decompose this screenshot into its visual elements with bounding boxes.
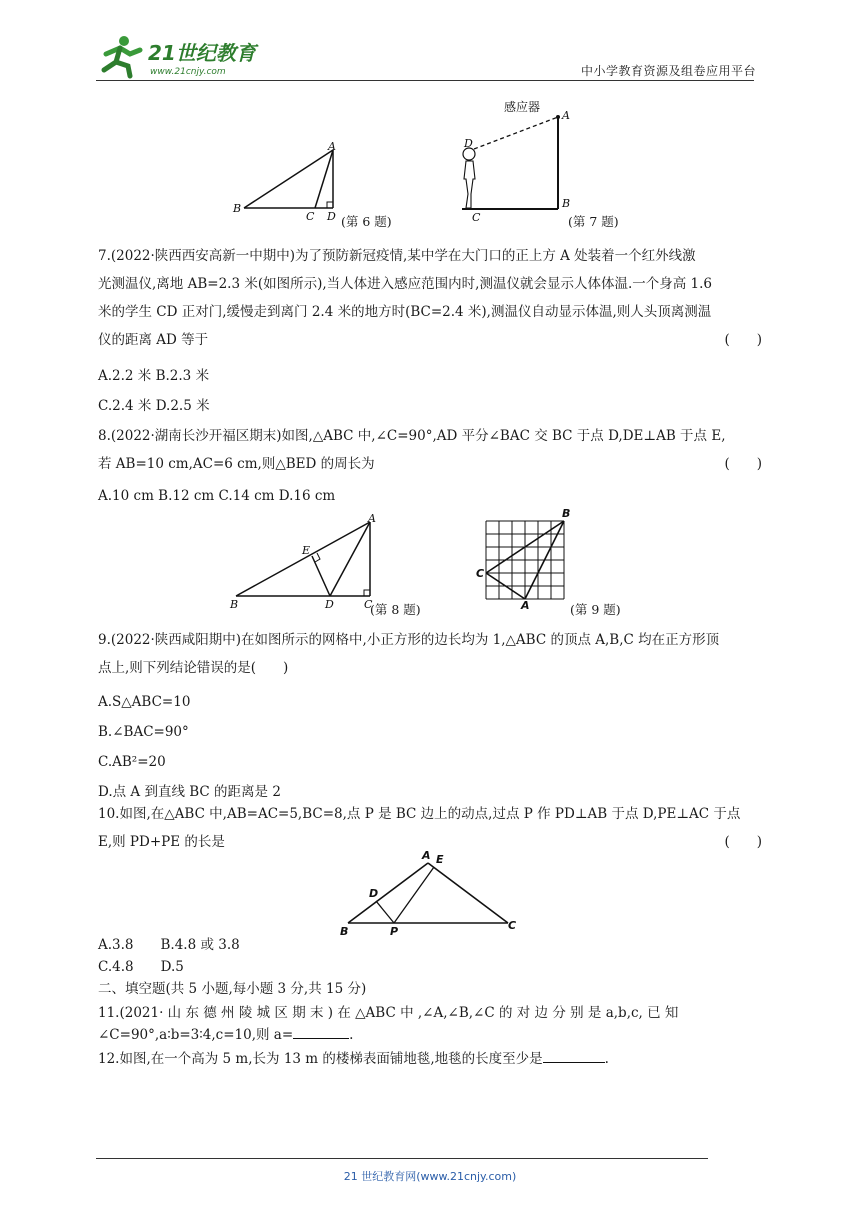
q8-line-2: 若 AB=10 cm,AC=6 cm,则△BED 的周长为 [98, 456, 375, 472]
fig8-label-a: A [368, 512, 376, 525]
figure-9 [474, 505, 574, 609]
q9-option-c: C.AB²=20 [98, 754, 166, 770]
fig9-label-b: B [562, 507, 571, 520]
q8-options: A.10 cm B.12 cm C.14 cm D.16 cm [98, 488, 336, 504]
fig7-sensor-label: 感应器 [504, 100, 541, 114]
q11-line-1: 11.(2021· 山 东 德 州 陵 城 区 期 末 ) 在 △ABC 中 ,∠A,∠B,∠C 的 对 边 分 别 是 a,b,c, 已 知 [98, 1005, 679, 1021]
fig7-label-c: C [472, 211, 481, 224]
question-9 [98, 626, 762, 682]
fig6-label-a: A [328, 140, 336, 153]
q10-options-cd: C.4.8 D.5 [98, 959, 184, 975]
fig10-label-e: E [436, 853, 444, 866]
fig7-label-d: D [464, 137, 473, 150]
q7-line-4: 仪的距离 AD 等于 [98, 332, 209, 348]
q7-options-cd: C.2.4 米 D.2.5 米 [98, 398, 210, 414]
q10-line-2: E,则 PD+PE 的长是 [98, 834, 225, 850]
fig10-label-c: C [508, 919, 517, 932]
q7-options-ab: A.2.2 米 B.2.3 米 [98, 368, 210, 384]
q9-option-a: A.S△ABC=10 [98, 694, 191, 710]
fig10-label-p: P [390, 925, 399, 937]
q10-line-1: 10.如图,在△ABC 中,AB=AC=5,BC=8,点 P 是 BC 边上的动点,过点 P 作 PD⊥AB 于点 D,PE⊥AC 于点 [98, 806, 741, 822]
fig7-label-b: B [562, 197, 571, 210]
fig9-label-c: C [476, 567, 485, 580]
logo-title: 21世纪教育 [148, 41, 256, 65]
fig9-caption: (第 9 题) [570, 602, 621, 617]
fig6-caption: (第 6 题) [341, 214, 392, 229]
fig9-label-a: A [521, 599, 530, 609]
q9-line-1: 9.(2022·陕西咸阳期中)在如图所示的网格中,小正方形的边长均为 1,△ABC 的顶点 A,B,C 均在正方形顶 [98, 632, 720, 648]
q12-text: 12.如图,在一个高为 5 m,长为 13 m 的楼梯表面铺地毯,地毯的长度至少是 [98, 1051, 543, 1067]
fig8-label-d: D [325, 598, 334, 610]
fig10-label-a: A [422, 849, 431, 862]
fig6-label-b: B [233, 202, 242, 215]
q7-line-1: 7.(2022·陕西西安高新一中期中)为了预防新冠疫情,某中学在大门口的正上方 A 处装着一个红外线激 [98, 248, 696, 264]
q11-line-2: ∠C=90°,a∶b=3∶4,c=10,则 a= [98, 1027, 294, 1043]
figure-10 [336, 845, 526, 937]
fig7-caption: (第 7 题) [568, 214, 619, 229]
fig7-label-a: A [562, 109, 570, 122]
q7-line-3: 米的学生 CD 正对门,缓慢走到离门 2.4 米的地方时(BC=2.4 米),测温仪自动显示体温,则人头顶离测温 [98, 304, 712, 320]
question-8 [98, 422, 762, 478]
runner-icon [104, 36, 140, 76]
q11-answer-blank[interactable] [293, 1024, 349, 1039]
platform-name: 中小学教育资源及组卷应用平台 [580, 64, 756, 78]
footer-rule [96, 1158, 708, 1159]
question-11: 11.(2021· 山 东 德 州 陵 城 区 期 末 ) 在 △ABC 中 ,∠A,∠B,∠C 的 对 边 分 别 是 a,b,c, 已 知 ∠C=90°,a∶b=3∶4,c=10,则 a= . [98, 1002, 762, 1046]
fig8-label-b: B [230, 598, 239, 610]
fig8-label-e: E [302, 544, 311, 557]
question-7 [98, 242, 762, 354]
q8-answer-paren: ( ) [724, 456, 762, 472]
q7-line-2: 光测温仪,离地 AB=2.3 米(如图所示),当人体进入感应范围内时,测温仪就会显示人体体温.一个身高 1.6 [98, 276, 712, 292]
q9-option-b: B.∠BAC=90° [98, 724, 189, 740]
q9-option-d: D.点 A 到直线 BC 的距离是 2 [98, 784, 281, 800]
question-12: 12.如图,在一个高为 5 m,长为 13 m 的楼梯表面铺地毯,地毯的长度至少是 . [98, 1048, 609, 1070]
fig6-label-c: C [306, 210, 315, 223]
q7-answer-paren: ( ) [724, 332, 762, 348]
section-2-title: 二、填空题(共 5 小题,每小题 3 分,共 15 分) [98, 981, 367, 997]
logo-url: www.21cnjy.com [150, 67, 226, 77]
fig10-label-d: D [369, 887, 379, 900]
q10-options-ab: A.3.8 B.4.8 或 3.8 [98, 937, 240, 953]
fig10-label-b: B [340, 925, 349, 937]
fig6-label-d: D [327, 210, 336, 223]
figure-8 [228, 510, 388, 610]
q10-answer-paren: ( ) [724, 834, 762, 850]
fig8-caption: (第 8 题) [370, 602, 421, 617]
q12-answer-blank[interactable] [543, 1048, 605, 1063]
q9-line-2: 点上,则下列结论错误的是( ) [98, 660, 289, 676]
fig8-label-c: C [364, 598, 373, 610]
header-rule [96, 80, 754, 81]
figure-7 [452, 97, 582, 225]
footer-text[interactable]: 21 世纪教育网(www.21cnjy.com) [343, 1170, 517, 1183]
student-figure-icon [463, 148, 475, 208]
site-logo [96, 32, 266, 80]
q8-line-1: 8.(2022·湖南长沙开福区期末)如图,△ABC 中,∠C=90°,AD 平分∠BAC 交 BC 于点 D,DE⊥AB 于点 E, [98, 428, 726, 444]
